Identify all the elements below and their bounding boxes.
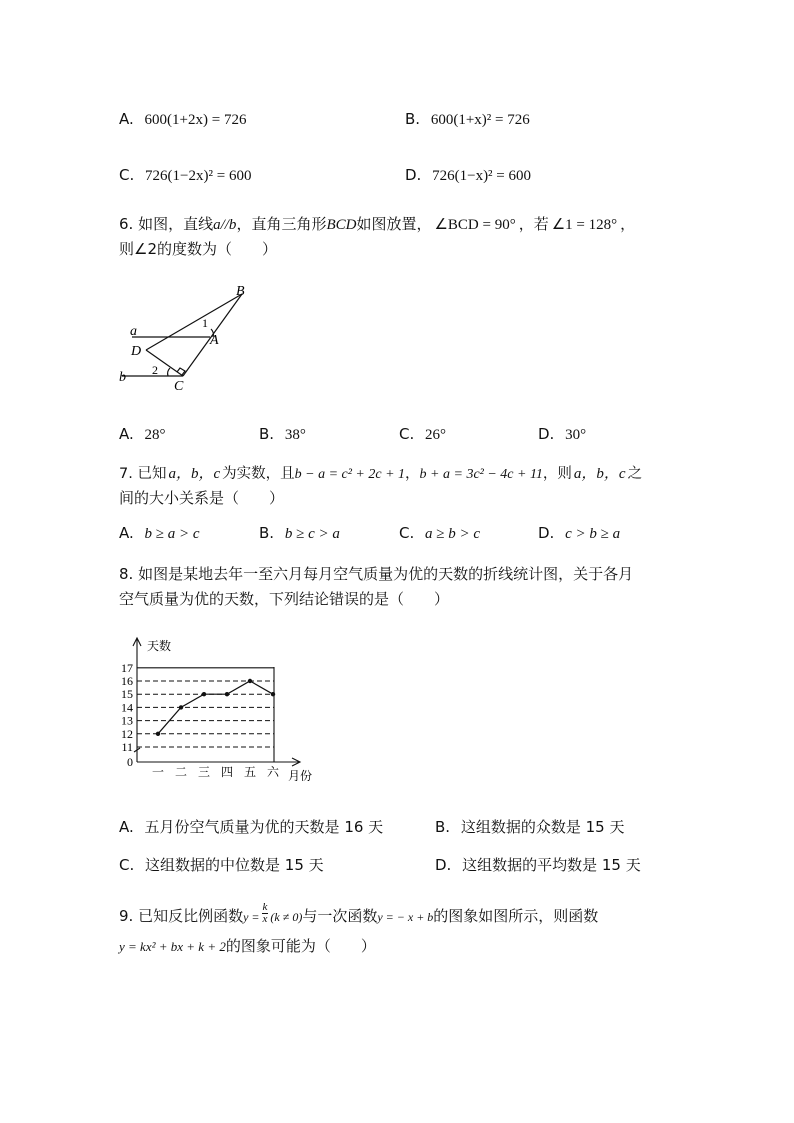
y-tick-label: 17 bbox=[121, 660, 133, 675]
data-point bbox=[179, 705, 183, 709]
y-axis-label: 天数 bbox=[147, 639, 172, 653]
math-equation-2: b + a = 3c² − 4c + 11 bbox=[419, 467, 543, 482]
label-angle-1: 1 bbox=[202, 316, 208, 330]
math-condition: (k ≠ 0) bbox=[270, 910, 303, 924]
option-label: D. bbox=[538, 425, 555, 443]
stem-text: 9. 已知反比例函数 bbox=[119, 907, 244, 925]
stem-text: ，直角三角形 bbox=[236, 215, 327, 233]
option-text: b ≥ c > a bbox=[284, 526, 340, 542]
option-label: B. bbox=[259, 425, 275, 443]
y-tick-label: 13 bbox=[121, 713, 133, 728]
math-triangle: BCD bbox=[326, 217, 357, 233]
label-a-point: A bbox=[210, 333, 219, 348]
option-expression: 726(1−x)² = 600 bbox=[432, 168, 532, 184]
q6-option-b[interactable] bbox=[259, 425, 306, 444]
q5-option-a[interactable] bbox=[119, 110, 246, 129]
option-expression: 726(1−2x)² = 600 bbox=[145, 168, 252, 184]
option-text: 这组数据的平均数是 15 天 bbox=[462, 856, 641, 874]
q7-option-c[interactable] bbox=[399, 524, 480, 543]
data-point bbox=[202, 692, 206, 696]
option-text: 30° bbox=[565, 427, 587, 443]
stem-text: 6. 如图，直线 bbox=[119, 215, 214, 233]
option-text: 这组数据的众数是 15 天 bbox=[460, 818, 625, 836]
math-parallel: a//b bbox=[213, 217, 237, 233]
y-tick-label: 15 bbox=[121, 687, 133, 702]
q5-option-d[interactable] bbox=[405, 166, 531, 185]
q8-option-c[interactable] bbox=[119, 854, 324, 875]
stem-text: ， bbox=[620, 215, 636, 233]
q8-stem-line1: 8. 如图是某地去年一至六月每月空气质量为优的天数的折线统计图，关于各月 bbox=[119, 565, 634, 583]
option-label: D. bbox=[538, 524, 555, 542]
q8-option-a[interactable] bbox=[119, 816, 383, 837]
x-tick-label: 二 bbox=[174, 765, 188, 779]
stem-text: 如图放置， bbox=[356, 215, 432, 233]
stem-text: 的图象如图所示，则函数 bbox=[433, 907, 599, 925]
q7-stem-line2: 间的大小关系是（ ） bbox=[119, 489, 285, 507]
option-label: C. bbox=[399, 425, 415, 443]
math-vars: a，b，c bbox=[573, 466, 626, 482]
label-c-point: C bbox=[174, 379, 184, 394]
label-angle-2: 2 bbox=[152, 363, 158, 377]
y-tick-label: 0 bbox=[127, 755, 133, 769]
option-label: C. bbox=[119, 166, 135, 184]
option-label: B. bbox=[435, 818, 451, 836]
option-label: D. bbox=[435, 856, 452, 874]
math-equation-1: b − a = c² + 2c + 1 bbox=[294, 467, 406, 482]
x-axis-label: 月份 bbox=[288, 769, 313, 783]
option-expression: 600(1+x)² = 726 bbox=[430, 112, 530, 128]
segment-bd bbox=[146, 294, 242, 350]
data-point bbox=[156, 732, 160, 736]
q6-stem-line2: 则∠2的度数为（ ） bbox=[119, 240, 277, 258]
data-point bbox=[248, 679, 252, 683]
option-text: c > b ≥ a bbox=[565, 526, 621, 542]
stem-text: ， bbox=[405, 466, 420, 482]
option-text: 五月份空气质量为优的天数是 16 天 bbox=[144, 818, 384, 836]
q7-stem-line1 bbox=[119, 462, 642, 483]
q6-stem-line1 bbox=[119, 213, 635, 234]
y-tick-label: 11 bbox=[121, 740, 133, 754]
stem-text: ，则 bbox=[542, 466, 572, 482]
math-function-lhs: y = bbox=[243, 910, 260, 924]
q6-option-c[interactable] bbox=[399, 425, 446, 444]
option-text: 26° bbox=[425, 427, 447, 443]
stem-text: 之 bbox=[627, 466, 643, 482]
q5-option-b[interactable] bbox=[405, 110, 530, 129]
series-line bbox=[158, 681, 273, 734]
x-tick-label: 五 bbox=[243, 765, 257, 779]
option-label: A. bbox=[119, 818, 134, 836]
math-fraction bbox=[262, 902, 269, 925]
q9-stem-line2 bbox=[119, 935, 376, 956]
label-line-b: b bbox=[119, 370, 126, 385]
x-tick-label: 一 bbox=[151, 765, 165, 779]
q8-option-b[interactable] bbox=[435, 816, 624, 837]
math-linear-function: y = − x + b bbox=[377, 910, 434, 924]
q8-line-chart bbox=[110, 634, 330, 784]
y-tick-label: 14 bbox=[121, 700, 133, 715]
option-label: D. bbox=[405, 166, 422, 184]
option-label: C. bbox=[399, 524, 415, 542]
q6-figure bbox=[110, 280, 260, 395]
stem-text: 7. 已知 bbox=[119, 466, 167, 482]
option-label: A. bbox=[119, 524, 134, 542]
q5-option-c[interactable] bbox=[119, 166, 251, 185]
option-label: B. bbox=[259, 524, 275, 542]
q7-option-b[interactable] bbox=[259, 524, 340, 543]
math-vars: a，b，c bbox=[168, 466, 221, 482]
q7-option-a[interactable] bbox=[119, 524, 200, 543]
option-text: a ≥ b > c bbox=[425, 526, 481, 542]
fraction-denominator: x bbox=[262, 913, 268, 925]
option-text: b ≥ a > c bbox=[144, 526, 200, 542]
q6-option-a[interactable] bbox=[119, 425, 166, 444]
option-label: C. bbox=[119, 856, 135, 874]
label-d-point: D bbox=[131, 344, 142, 359]
math-quadratic-function: y = kx² + bx + k + 2 bbox=[119, 939, 226, 954]
fraction-numerator: k bbox=[262, 901, 268, 913]
option-label: B. bbox=[405, 110, 421, 128]
stem-text: 与一次函数 bbox=[302, 907, 378, 925]
stem-text: 的图象可能为（ ） bbox=[225, 937, 376, 955]
label-b-point: B bbox=[236, 284, 245, 299]
q8-option-d[interactable] bbox=[435, 854, 641, 875]
option-label: A. bbox=[119, 425, 134, 443]
q6-option-d[interactable] bbox=[538, 425, 586, 444]
stem-text: ，若 bbox=[518, 215, 549, 233]
option-expression: 600(1+2x) = 726 bbox=[144, 112, 247, 128]
angle-2-arc bbox=[168, 368, 170, 376]
option-text: 38° bbox=[284, 427, 306, 443]
x-tick-label: 三 bbox=[197, 765, 211, 779]
math-angle-1: ∠1 = 128° bbox=[551, 217, 618, 233]
data-point bbox=[271, 692, 275, 696]
y-tick-label: 12 bbox=[121, 726, 133, 741]
stem-text: 为实数，且 bbox=[222, 466, 295, 482]
q8-stem-line2: 空气质量为优的天数，下列结论错误的是（ ） bbox=[119, 590, 450, 608]
option-text: 28° bbox=[144, 427, 166, 443]
x-tick-label: 四 bbox=[220, 765, 234, 779]
option-label: A. bbox=[119, 110, 134, 128]
q7-option-d[interactable] bbox=[538, 524, 620, 543]
x-tick-label: 六 bbox=[266, 765, 280, 779]
y-tick-label: 16 bbox=[121, 674, 133, 688]
q9-stem-line1 bbox=[119, 901, 599, 928]
math-angle-bcd: ∠BCD = 90° bbox=[434, 217, 516, 233]
label-line-a: a bbox=[130, 324, 137, 339]
option-text: 这组数据的中位数是 15 天 bbox=[145, 856, 324, 874]
data-point bbox=[225, 692, 229, 696]
